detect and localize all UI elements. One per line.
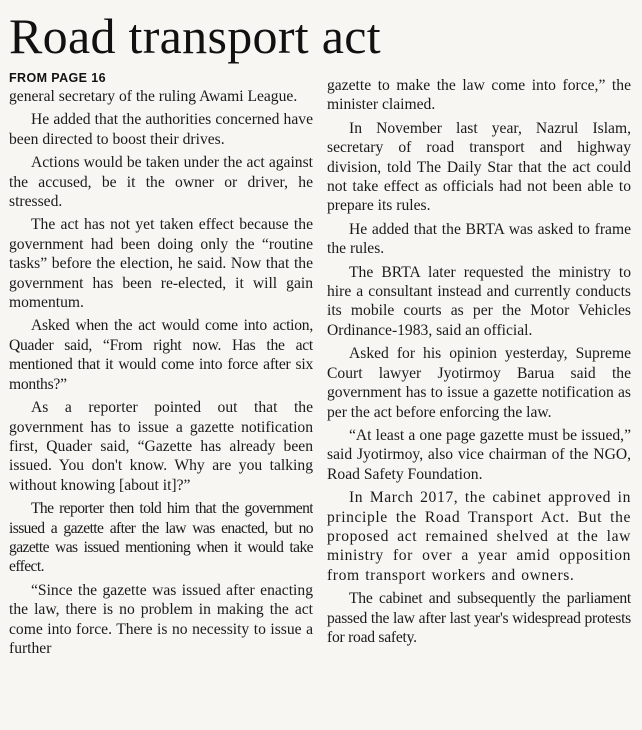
paragraph: The reporter then told him that the government issued a gazette after the law was enacted, but no gazette was issued mentioning when it would take effect. bbox=[9, 500, 313, 576]
paragraph: He added that the authorities concerned have been directed to boost their drives. bbox=[9, 111, 313, 148]
paragraph: He added that the BRTA was asked to frame the rules. bbox=[327, 220, 631, 258]
paragraph: Asked when the act would come into action, Quader said, “From right now. Has the act mentioned that it would come into force after six months?” bbox=[9, 317, 313, 393]
paragraph: The cabinet and subsequently the parliament passed the law after last year's widespread protests for road safety. bbox=[327, 590, 631, 646]
jump-line: FROM PAGE 16 bbox=[9, 71, 106, 85]
paragraph: In March 2017, the cabinet approved in principle the Road Transport Act. But the proposed act remained shelved at the law ministry for over a year amid opposition from transport workers and owners. bbox=[327, 489, 631, 584]
paragraph: The BRTA later requested the ministry to hire a consultant instead and currently conducts its mobile courts as per the Motor Vehicles Ordinance-1983, said an official. bbox=[327, 263, 631, 339]
paragraph: As a reporter pointed out that the government has to issue a gazette notification first, Quader said, “Gazette has already been issued. You don't know. Why are you talking without knowing [about it]?” bbox=[9, 399, 313, 494]
paragraph: The act has not yet taken effect because the government had been doing only the “routine tasks” before the election, he said. Now that the government has been re-elected, it will gain momentum. bbox=[9, 216, 313, 312]
paragraph: Asked for his opinion yesterday, Supreme Court lawyer Jyotirmoy Barua said the government has to issue a gazette notification as per the act before enforcing the law. bbox=[327, 345, 631, 421]
paragraph: In November last year, Nazrul Islam, secretary of road transport and highway division, told The Daily Star that the act could not take effect as officials had not been able to prepare its rules. bbox=[327, 119, 631, 215]
paragraph: Actions would be taken under the act against the accused, be it the owner or driver, he stressed. bbox=[9, 154, 313, 211]
paragraph: gazette to make the law come into force,” the minister claimed. bbox=[327, 77, 631, 114]
article-body bbox=[9, 70, 631, 726]
left-column bbox=[9, 70, 313, 726]
paragraph: “Since the gazette was issued after enacting the law, there is no problem in making the act come into force. There is no necessity to issue a further bbox=[9, 581, 313, 657]
paragraph: general secretary of the ruling Awami League. bbox=[9, 88, 298, 105]
paragraph: “At least a one page gazette must be issued,” said Jyotirmoy, also vice chairman of the NGO, Road Safety Foundation. bbox=[327, 426, 631, 483]
right-column bbox=[327, 70, 631, 726]
headline: Road transport act bbox=[9, 8, 381, 64]
